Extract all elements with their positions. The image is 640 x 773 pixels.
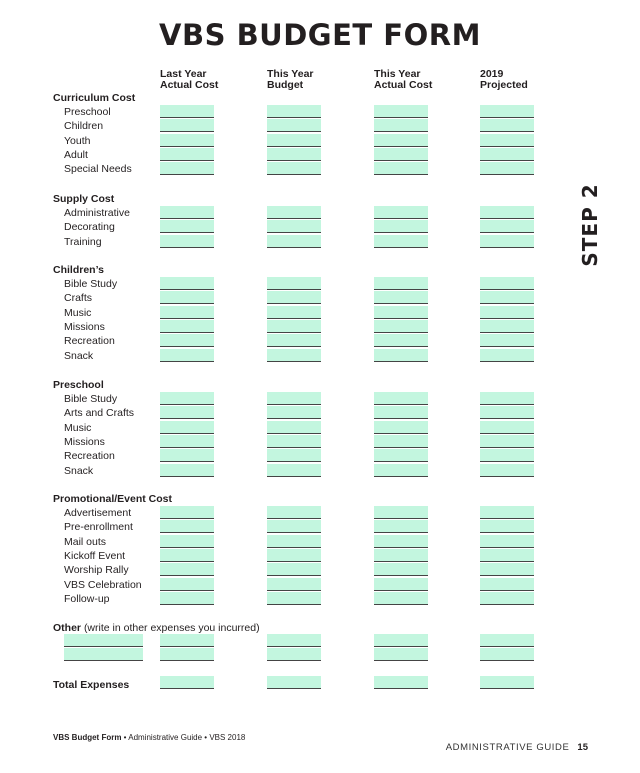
section-heading: Preschool xyxy=(53,379,104,391)
total-field[interactable] xyxy=(480,676,534,689)
amount-field[interactable] xyxy=(374,549,428,562)
footer-guide-name: ADMINISTRATIVE GUIDE xyxy=(445,742,570,753)
amount-field[interactable] xyxy=(374,206,428,219)
amount-field[interactable] xyxy=(374,306,428,319)
amount-field[interactable] xyxy=(480,291,534,304)
amount-field[interactable] xyxy=(374,535,428,548)
step-label: STEP 2 xyxy=(578,183,602,267)
other-expense-name-field[interactable] xyxy=(64,648,143,661)
footer-right xyxy=(446,742,588,753)
amount-field[interactable] xyxy=(480,648,534,661)
amount-field[interactable] xyxy=(267,549,321,562)
section-heading: Curriculum Cost xyxy=(53,92,136,104)
amount-field[interactable] xyxy=(160,563,214,576)
amount-field[interactable] xyxy=(374,277,428,290)
amount-field[interactable] xyxy=(160,148,214,161)
amount-field[interactable] xyxy=(480,277,534,290)
amount-field[interactable] xyxy=(480,134,534,147)
row-label: Follow-up xyxy=(64,592,110,605)
amount-field[interactable] xyxy=(160,578,214,591)
amount-field[interactable] xyxy=(160,334,214,347)
total-field[interactable] xyxy=(374,676,428,689)
row-label: Snack xyxy=(64,464,94,477)
amount-field[interactable] xyxy=(160,306,214,319)
row-label: Mail outs xyxy=(64,535,107,548)
other-note: (write in other expenses you incurred) xyxy=(83,622,260,634)
other-heading: Other xyxy=(53,622,82,634)
row-label: Recreation xyxy=(64,450,115,463)
amount-field[interactable] xyxy=(480,334,534,347)
amount-field[interactable] xyxy=(267,320,321,333)
amount-field[interactable] xyxy=(480,421,534,434)
amount-field[interactable] xyxy=(374,148,428,161)
amount-field[interactable] xyxy=(160,435,214,448)
amount-field[interactable] xyxy=(480,563,534,576)
amount-field[interactable] xyxy=(374,435,428,448)
amount-field[interactable] xyxy=(267,277,321,290)
amount-field[interactable] xyxy=(374,320,428,333)
amount-field[interactable] xyxy=(160,119,214,132)
amount-field[interactable] xyxy=(267,105,321,118)
amount-field[interactable] xyxy=(160,506,214,519)
row-label: Kickoff Event xyxy=(64,549,126,562)
amount-field[interactable] xyxy=(267,578,321,591)
row-label: Snack xyxy=(64,349,94,362)
amount-field[interactable] xyxy=(160,449,214,462)
amount-field[interactable] xyxy=(374,291,428,304)
amount-field[interactable] xyxy=(374,464,428,477)
row-label: Bible Study xyxy=(64,393,118,405)
row-label: Decorating xyxy=(64,221,115,234)
column-header-line1: This Year xyxy=(267,68,314,80)
amount-field[interactable] xyxy=(160,291,214,304)
amount-field[interactable] xyxy=(267,349,321,362)
amount-field[interactable] xyxy=(267,392,321,405)
amount-field[interactable] xyxy=(480,206,534,219)
page-number: 15 xyxy=(577,742,588,753)
amount-field[interactable] xyxy=(267,592,321,605)
amount-field[interactable] xyxy=(374,349,428,362)
amount-field[interactable] xyxy=(267,449,321,462)
amount-field[interactable] xyxy=(480,105,534,118)
amount-field[interactable] xyxy=(374,592,428,605)
page-title: VBS BUDGET FORM xyxy=(159,18,481,52)
amount-field[interactable] xyxy=(160,421,214,434)
amount-field[interactable] xyxy=(160,392,214,405)
amount-field[interactable] xyxy=(480,392,534,405)
amount-field[interactable] xyxy=(374,162,428,175)
row-label: Children xyxy=(64,120,104,133)
amount-field[interactable] xyxy=(374,648,428,661)
row-label: Bible Study xyxy=(64,278,118,290)
amount-field[interactable] xyxy=(480,162,534,175)
amount-field[interactable] xyxy=(267,162,321,175)
amount-field[interactable] xyxy=(267,406,321,419)
amount-field[interactable] xyxy=(267,421,321,434)
amount-field[interactable] xyxy=(267,464,321,477)
amount-field[interactable] xyxy=(480,119,534,132)
row-label: Adult xyxy=(64,148,88,161)
section-heading: Children’s xyxy=(53,264,104,276)
amount-field[interactable] xyxy=(374,334,428,347)
amount-field[interactable] xyxy=(267,634,321,647)
amount-field[interactable] xyxy=(267,148,321,161)
amount-field[interactable] xyxy=(480,449,534,462)
column-header xyxy=(480,69,528,91)
amount-field[interactable] xyxy=(374,392,428,405)
section-heading: Promotional/Event Cost xyxy=(53,493,173,505)
amount-field[interactable] xyxy=(160,277,214,290)
row-label: Advertisement xyxy=(64,507,132,519)
column-header-line1: 2019 xyxy=(480,68,504,80)
row-label: Missions xyxy=(64,435,105,448)
amount-field[interactable] xyxy=(267,306,321,319)
row-label: Recreation xyxy=(64,335,115,348)
amount-field[interactable] xyxy=(267,206,321,219)
row-label: Training xyxy=(64,235,102,248)
amount-field[interactable] xyxy=(374,449,428,462)
amount-field[interactable] xyxy=(160,549,214,562)
amount-field[interactable] xyxy=(267,535,321,548)
amount-field[interactable] xyxy=(480,435,534,448)
amount-field[interactable] xyxy=(267,563,321,576)
total-field[interactable] xyxy=(160,676,214,689)
amount-field[interactable] xyxy=(374,563,428,576)
amount-field[interactable] xyxy=(160,648,214,661)
amount-field[interactable] xyxy=(480,634,534,647)
amount-field[interactable] xyxy=(160,634,214,647)
amount-field[interactable] xyxy=(160,235,214,248)
amount-field[interactable] xyxy=(160,535,214,548)
column-header-line2: Actual Cost xyxy=(374,79,433,91)
section-heading: Supply Cost xyxy=(53,193,115,205)
amount-field[interactable] xyxy=(374,119,428,132)
column-header xyxy=(374,69,432,91)
amount-field[interactable] xyxy=(374,105,428,118)
amount-field[interactable] xyxy=(267,506,321,519)
amount-field[interactable] xyxy=(374,578,428,591)
amount-field[interactable] xyxy=(160,464,214,477)
amount-field[interactable] xyxy=(160,220,214,233)
amount-field[interactable] xyxy=(480,506,534,519)
column-header-line2: Budget xyxy=(267,79,304,91)
column-header-line1: Last Year xyxy=(160,68,207,80)
amount-field[interactable] xyxy=(480,535,534,548)
section-heading-other xyxy=(53,622,260,634)
amount-field[interactable] xyxy=(160,134,214,147)
column-header-line2: Projected xyxy=(480,79,528,91)
amount-field[interactable] xyxy=(160,320,214,333)
row-label: Crafts xyxy=(64,292,93,305)
amount-field[interactable] xyxy=(160,162,214,175)
amount-field[interactable] xyxy=(480,235,534,248)
amount-field[interactable] xyxy=(374,406,428,419)
amount-field[interactable] xyxy=(160,406,214,419)
row-label: Music xyxy=(64,306,92,319)
column-header-line2: Actual Cost xyxy=(160,79,219,91)
footer-doc-info: • Administrative Guide • VBS 2018 xyxy=(121,733,246,742)
amount-field[interactable] xyxy=(267,648,321,661)
amount-field[interactable] xyxy=(267,435,321,448)
amount-field[interactable] xyxy=(480,549,534,562)
amount-field[interactable] xyxy=(480,220,534,233)
amount-field[interactable] xyxy=(160,349,214,362)
total-field[interactable] xyxy=(267,676,321,689)
amount-field[interactable] xyxy=(374,220,428,233)
row-label: Special Needs xyxy=(64,163,132,176)
amount-field[interactable] xyxy=(374,421,428,434)
amount-field[interactable] xyxy=(267,291,321,304)
amount-field[interactable] xyxy=(160,206,214,219)
row-label: Missions xyxy=(64,320,105,333)
footer-left xyxy=(53,733,245,742)
row-label: Music xyxy=(64,421,92,434)
column-header xyxy=(160,69,218,91)
amount-field[interactable] xyxy=(267,220,321,233)
amount-field[interactable] xyxy=(480,406,534,419)
amount-field[interactable] xyxy=(160,520,214,533)
total-expenses-label: Total Expenses xyxy=(53,679,130,691)
amount-field[interactable] xyxy=(374,134,428,147)
row-label: Administrative xyxy=(64,207,130,219)
amount-field[interactable] xyxy=(480,148,534,161)
amount-field[interactable] xyxy=(374,506,428,519)
amount-field[interactable] xyxy=(374,520,428,533)
amount-field[interactable] xyxy=(160,105,214,118)
other-expense-name-field[interactable] xyxy=(64,634,143,647)
amount-field[interactable] xyxy=(374,235,428,248)
amount-field[interactable] xyxy=(374,634,428,647)
amount-field[interactable] xyxy=(267,235,321,248)
row-label: Pre-enrollment xyxy=(64,521,133,534)
amount-field[interactable] xyxy=(480,306,534,319)
amount-field[interactable] xyxy=(480,320,534,333)
amount-field[interactable] xyxy=(267,134,321,147)
amount-field[interactable] xyxy=(480,520,534,533)
footer-doc-name: VBS Budget Form xyxy=(53,733,122,742)
row-label: Youth xyxy=(64,134,91,147)
row-label: Arts and Crafts xyxy=(64,407,135,420)
amount-field[interactable] xyxy=(267,119,321,132)
column-header-line1: This Year xyxy=(374,68,421,80)
row-label: Preschool xyxy=(64,106,111,118)
amount-field[interactable] xyxy=(480,592,534,605)
column-header xyxy=(267,69,314,91)
row-label: Worship Rally xyxy=(64,564,129,577)
amount-field[interactable] xyxy=(480,464,534,477)
amount-field[interactable] xyxy=(480,578,534,591)
amount-field[interactable] xyxy=(267,334,321,347)
amount-field[interactable] xyxy=(480,349,534,362)
row-label: VBS Celebration xyxy=(64,578,142,591)
amount-field[interactable] xyxy=(160,592,214,605)
amount-field[interactable] xyxy=(267,520,321,533)
